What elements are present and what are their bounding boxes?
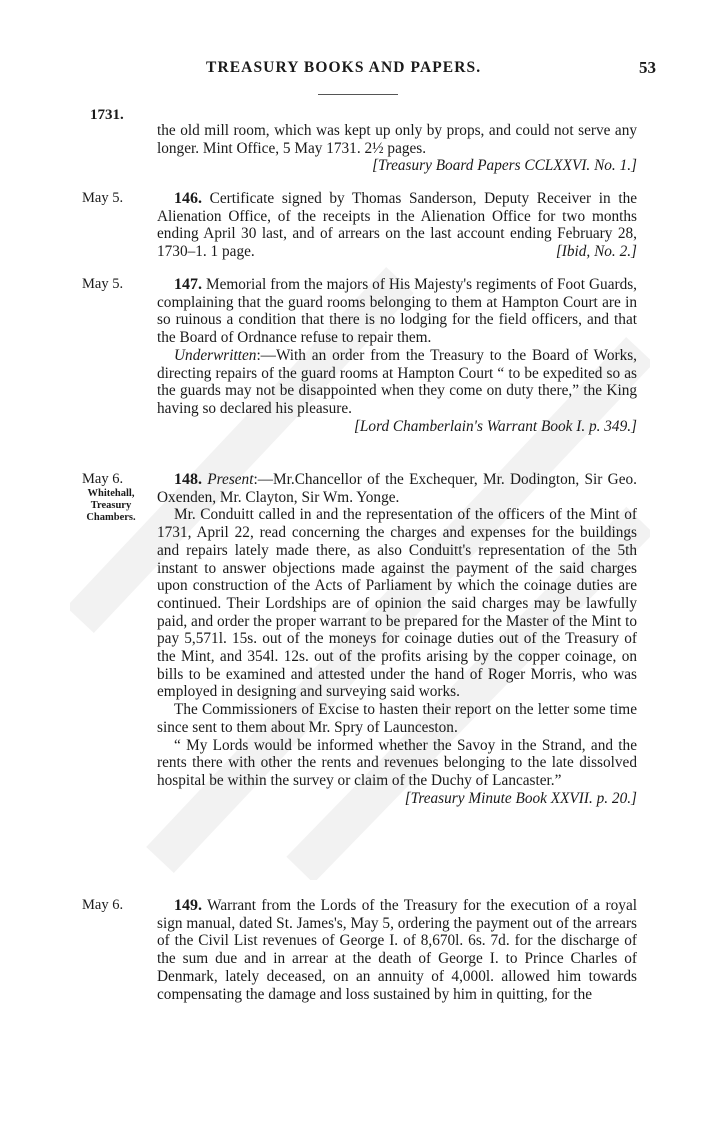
year-label: 1731.	[90, 107, 124, 123]
entry-body	[157, 122, 637, 175]
citation: [Lord Chamberlain's Warrant Book I. p. 349.]	[353, 417, 637, 435]
entry-number: 147.	[174, 276, 202, 293]
entry-date: May 6.	[82, 471, 124, 487]
entry-text: Warrant from the Lords of the Treasury for the execution of a royal sign manual, dated St. James's, May 5, ordering the payment out of the arrears of the Civil List revenues of George I. of 8,670l. 6s. 7d. for the discharge of the sum due and in arrear at the death of George I. to Prince Charles of Denmark, lately deceased, on an annuity of 4,000l. allowed him towards compensating the damage and loss sustained by him in quitting, for the	[157, 897, 637, 1003]
entry-place: Whitehall, Treasury Chambers.	[86, 488, 136, 523]
entry-body	[157, 471, 637, 807]
citation: [Treasury Board Papers CCLXXVI. No. 1.]	[372, 157, 637, 175]
page-number: 53	[639, 58, 656, 77]
citation: [Ibid, No. 2.]	[555, 243, 637, 261]
entry-date: May 5.	[82, 190, 124, 206]
entry-number: 148.	[174, 471, 202, 488]
present-label: Present	[207, 471, 254, 488]
underwritten-label: Underwritten	[174, 346, 257, 364]
header-rule	[318, 94, 398, 95]
entry-date: May 6.	[82, 897, 124, 913]
entry-body	[157, 897, 637, 1003]
page-title: TREASURY BOOKS AND PAPERS.	[206, 59, 482, 76]
present-text: :—Mr.Chancellor of the Exchequer, Mr. Dodington, Sir Geo. Oxenden, Mr. Clayton, Sir Wm. Yonge.	[157, 471, 637, 506]
entry-body	[157, 276, 637, 435]
entry-number: 149.	[174, 897, 202, 914]
minute-paragraph: The Commissioners of Excise to hasten their report on the letter some time since sent to them about Mr. Spry of Launceston.	[157, 701, 637, 736]
entry-text: Certificate signed by Thomas Sanderson, Deputy Receiver in the Alienation Office, of the receipts in the Alienation Office for two months ending April 30 last, and of arrears on the last account ending February 28, 1730–1. 1 page.	[157, 190, 638, 261]
entry-date: May 5.	[82, 276, 124, 292]
minute-paragraph: Mr. Conduitt called in and the representation of the officers of the Mint of 1731, April 22, read concerning the charges and expenses for the buildings and repairs lately made there, as also Conduitt's representation of the 5th instant to answer objections made against the payment of the said charges upon construction of the Acts of Parliament by which the coinage duties are continued. Their Lordships are of opinion the said charges may be lawfully paid, and order the proper warrant to be prepared for the Master of the Mint to pay 5,571l. 15s. out of the moneys for coinage duties out of the Treasury of the Mint, and 354l. 12s. out of the profits arising by the copper coinage, on bills to be examined and attested under the hand of Roger Morris, who was employed in designing and surveying said works.	[157, 506, 637, 701]
continuation-text: the old mill room, which was kept up only by props, and could not serve any longer. Mint Office, 5 May 1731. 2½ pages.	[157, 122, 637, 157]
entry-text: Memorial from the majors of His Majesty's regiments of Foot Guards, complaining that the guard rooms belonging to them at Hampton Court are in so ruinous a condition that there is no lodging for the field officers, and that the Board of Ordnance refuse to repair them.	[157, 276, 637, 347]
quoted-minute: “ My Lords would be informed whether the Savoy in the Strand, and the rents there with other the rents and revenues belonging to the late dissolved hospital be within the survey or claim of the Duchy of Lancaster.”	[157, 736, 637, 789]
underwritten-text: :—With an order from the Treasury to the Board of Works, directing repairs of the guard rooms at Hampton Court “ to be expedited so as the guards may not be disappointed when they come on duty there,” the King having so declared his pleasure.	[157, 346, 637, 417]
entry-body	[157, 190, 637, 261]
entry-number: 146.	[174, 190, 202, 207]
running-head	[0, 59, 720, 83]
entry-margin	[82, 471, 152, 524]
citation: [Treasury Minute Book XXVII. p. 20.]	[404, 789, 637, 807]
